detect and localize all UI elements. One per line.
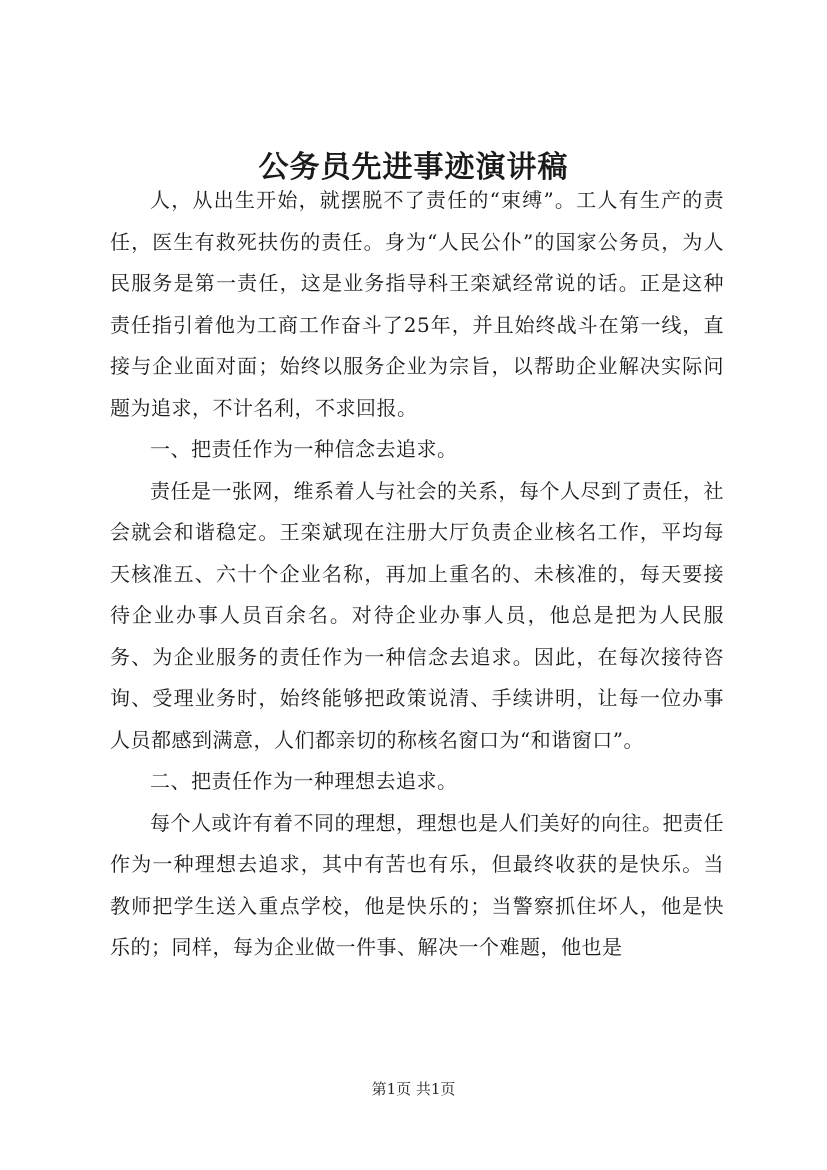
document-body bbox=[110, 180, 724, 969]
section-heading-2: 二、把责任作为一种理想去追求。 bbox=[150, 769, 458, 793]
paragraph-section-1: 责任是一张网，维系着人与社会的关系，每个人尽到了责任，社会就会和谐稳定。王栾斌现在注册大厅负责企业核名工作，平均每天核准五、六十个企业名称，再加上重名的、未核准的，每天要接待企业办事人员百余名。对待企业办事人员，他总是把为人民服务、为企业服务的责任作为一种信念去追求。因此，在每次接待咨询、受理业务时，始终能够把政策说清、手续讲明，让每一位办事人员都感到满意，人们都亲切的称核名窗口为“和谐窗口”。 bbox=[110, 478, 724, 752]
section-heading-1: 一、把责任作为一种信念去追求。 bbox=[150, 437, 458, 461]
document-title: 公务员先进事迹演讲稿 bbox=[258, 150, 569, 185]
paragraph-section-2: 每个人或许有着不同的理想，理想也是人们美好的向往。把责任作为一种理想去追求，其中有苦也有乐，但最终收获的是快乐。当教师把学生送入重点学校，他是快乐的；当警察抓住坏人，他是快乐的；同样，每为企业做一件事、解决一个难题，他也是 bbox=[110, 810, 724, 959]
page-footer: 第1页 共1页 bbox=[371, 1080, 456, 1098]
paragraph-intro: 人，从出生开始，就摆脱不了责任的“束缚”。工人有生产的责任，医生有救死扶伤的责任。身为“人民公仆”的国家公务员，为人民服务是第一责任，这是业务指导科王栾斌经常说的话。正是这种责任指引着他为工商工作奋斗了25年，并且始终战斗在第一线，直接与企业面对面；始终以服务企业为宗旨，以帮助企业解决实际问题为追求，不计名利，不求回报。 bbox=[110, 188, 724, 420]
